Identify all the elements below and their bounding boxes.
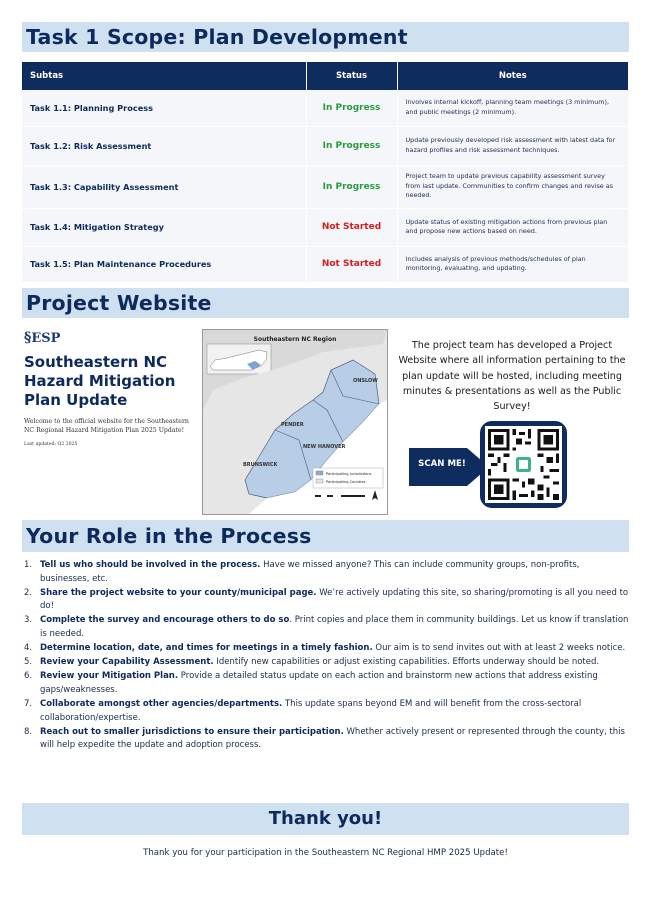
table-row — [22, 246, 629, 282]
status-badge: In Progress — [306, 90, 397, 126]
website-preview-card — [24, 330, 196, 510]
website-section-heading: Project Website — [26, 291, 212, 315]
scan-me-label: SCAN ME! — [418, 459, 466, 469]
role-section-heading: Your Role in the Process — [26, 524, 312, 548]
thanks-heading: Thank you! — [268, 808, 383, 829]
esp-logo: §ESP — [24, 330, 61, 346]
logo-mark-icon: § — [24, 330, 32, 346]
table-header-row — [22, 62, 629, 90]
task-name: Task 1.2: Risk Assessment — [22, 126, 306, 165]
column-header-notes: Notes — [397, 62, 629, 90]
task-notes: Involves internal kickoff, planning team meetings (3 minimum), and public meetings (2 minimum). — [397, 90, 629, 126]
thanks-text: Thank you for your participation in the Southeastern NC Regional HMP 2025 Update! — [143, 848, 508, 858]
task-notes: Update status of existing mitigation actions from previous plan and propose new actions based on need. — [397, 208, 629, 246]
role-list — [24, 559, 630, 753]
status-badge: In Progress — [306, 126, 397, 165]
task-section-header — [22, 22, 629, 52]
website-welcome-text: Welcome to the official website for the Southeastern NC Regional Hazard Mitigation Plan 2025 Update! — [24, 418, 189, 434]
website-section-header — [22, 288, 629, 318]
status-badge: In Progress — [306, 165, 397, 208]
map-title: Southeastern NC Region — [253, 336, 337, 343]
map-label-new-hanover: NEW HANOVER — [303, 444, 346, 450]
table-row — [22, 126, 629, 165]
map-label-onslow: ONSLOW — [353, 378, 378, 384]
status-badge: Not Started — [306, 208, 397, 246]
task-notes: Includes analysis of previous methods/schedules of plan monitoring, evaluating, and updating. — [397, 246, 629, 282]
table-row — [22, 208, 629, 246]
task-name: Task 1.5: Plan Maintenance Procedures — [22, 246, 306, 282]
list-item: 8. Reach out to smaller jurisdictions to ensure their participation. Whether actively present or represented through the county, this will help expedite the update and adoption process. — [24, 726, 625, 751]
last-updated-text: Last updated: Q2 2025 — [24, 442, 78, 447]
map-label-pender: PENDER — [281, 422, 304, 428]
list-item: 7. Collaborate amongst other agencies/departments. This update spans beyond EM and will benefit from the cross-sectoral collaboration/expertise. — [24, 698, 582, 723]
list-item: 1. Tell us who should be involved in the process. Have we missed anyone? This can include community groups, non-profits, businesses, etc. — [24, 560, 580, 584]
task-table — [22, 62, 629, 283]
thanks-banner — [22, 803, 629, 835]
table-row — [22, 90, 629, 126]
legend-jurisdictions: Participating Jurisdictions — [326, 472, 372, 476]
map-label-brunswick: BRUNSWICK — [243, 462, 278, 468]
qr-code-icon — [485, 426, 562, 503]
status-badge: Not Started — [306, 246, 397, 282]
column-header-subtask: Subtas — [22, 62, 306, 90]
task-name: Task 1.1: Planning Process — [22, 90, 306, 126]
qr-code[interactable] — [480, 421, 567, 508]
role-section-header — [22, 520, 629, 552]
legend-counties: Participating Counties — [326, 480, 366, 484]
list-item: 2. Share the project website to your county/municipal page. We’re actively updating this site, so sharing/promoting is all you need to do! — [24, 587, 629, 612]
list-item: 6. Review your Mitigation Plan. Provide a detailed status update on each action and brainstorm new actions that address existing gaps/weaknesses. — [24, 671, 598, 695]
website-title: Southeastern NC Hazard Mitigation Plan Update — [24, 353, 176, 409]
task-name: Task 1.3: Capability Assessment — [22, 165, 306, 208]
list-item: 5. Review your Capability Assessment. Identify new capabilities or adjust existing capabilities. Efforts underway should be noted. — [24, 657, 600, 668]
task-section-heading: Task 1 Scope: Plan Development — [26, 25, 408, 49]
task-name: Task 1.4: Mitigation Strategy — [22, 208, 306, 246]
website-description: The project team has developed a Project Website where all information pertaining to the plan update will be hosted, including meeting minutes & presentations as well as the Public Survey! — [398, 340, 626, 413]
list-item: 4. Determine location, date, and times for meetings in a timely fashion. Our aim is to send invites out with at least 2 weeks notice. — [24, 643, 626, 654]
task-notes: Project team to update previous capability assessment survey from last update. Communities to confirm changes and revise as needed. — [397, 165, 629, 208]
column-header-status: Status — [306, 62, 397, 90]
region-map — [202, 329, 388, 515]
task-notes: Update previously developed risk assessment with latest data for hazard profiles and risk assessment techniques. — [397, 126, 629, 165]
table-row — [22, 165, 629, 208]
list-item: 3. Complete the survey and encourage others to do so. Print copies and place them in community buildings. Let us know if translation is needed. — [24, 615, 629, 639]
region-map-graphic — [203, 330, 387, 514]
